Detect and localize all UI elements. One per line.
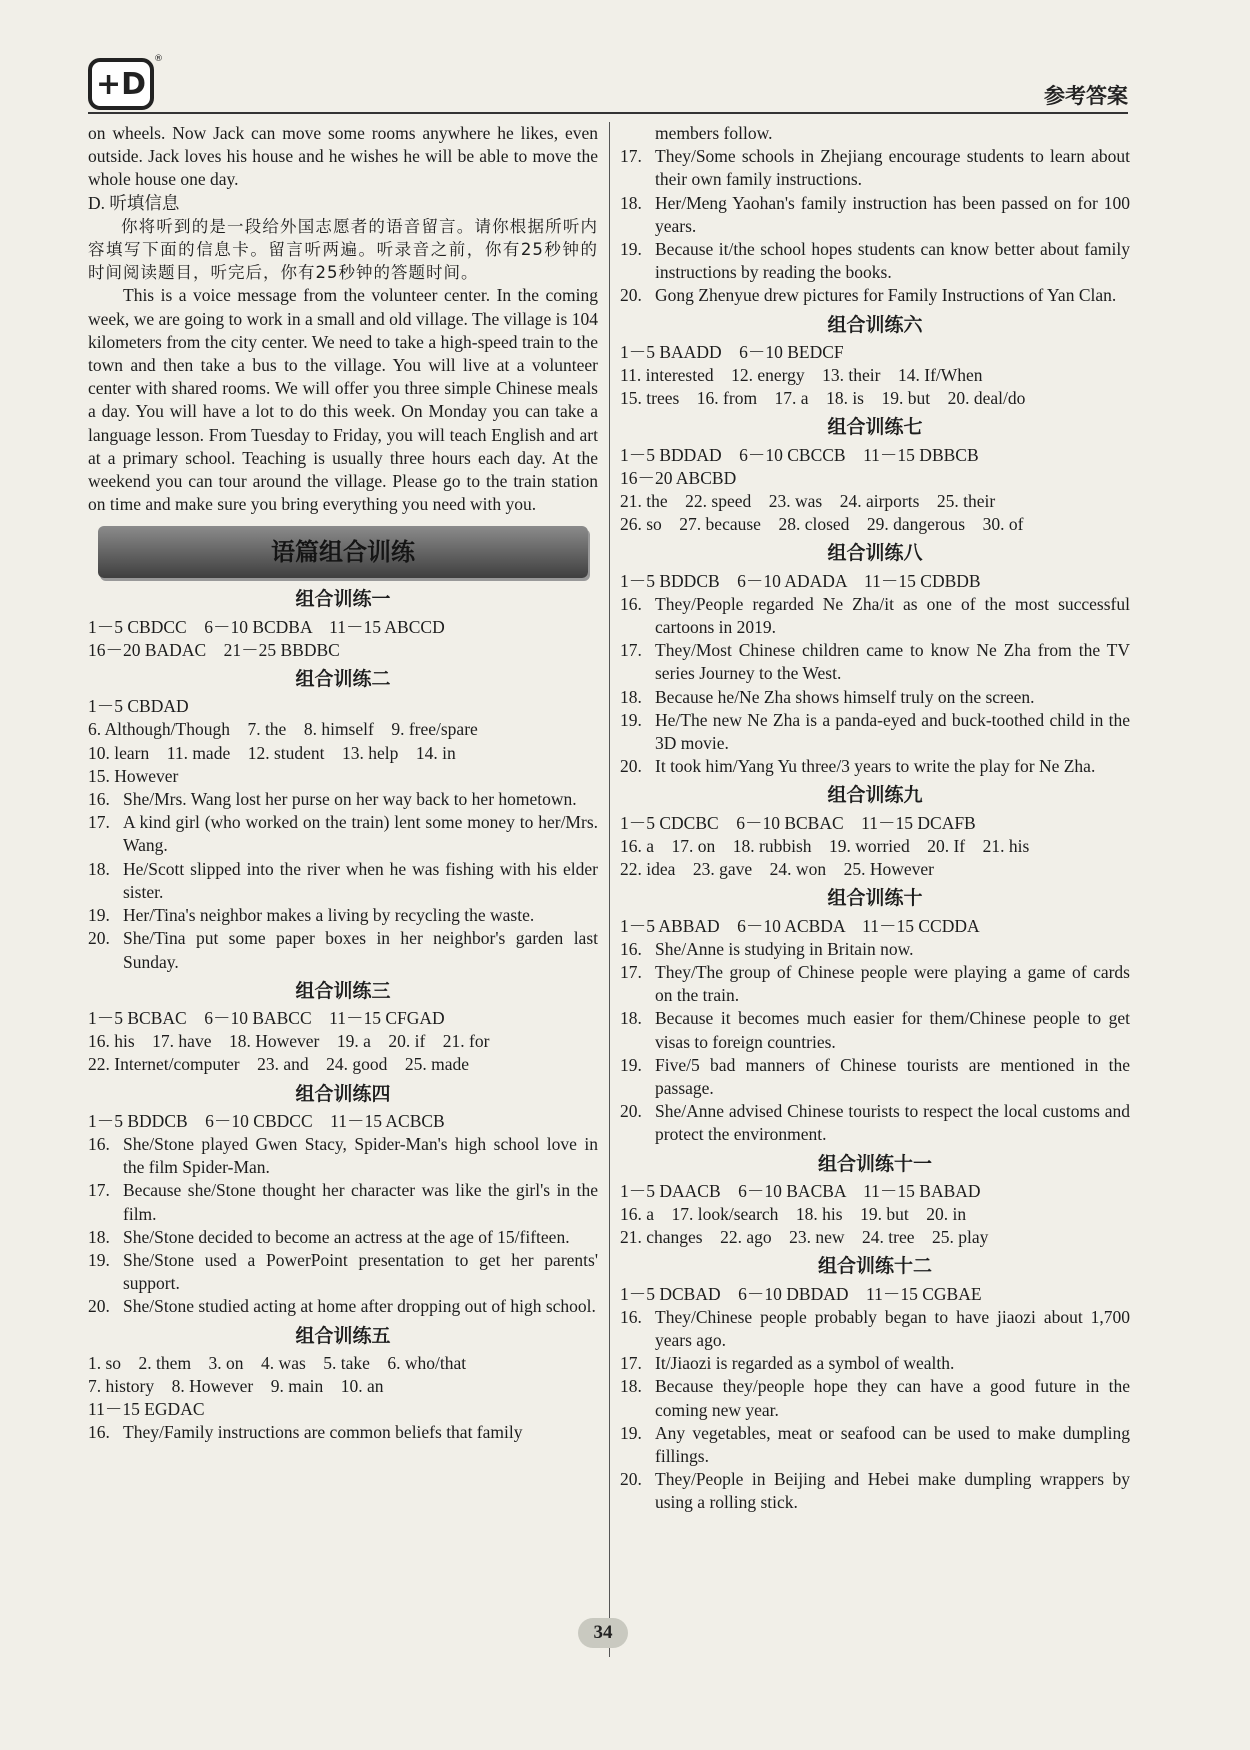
answer-item bbox=[620, 709, 1130, 755]
item-text: He/The new Ne Zha is a panda-eyed and buck-toothed child in the 3D movie. bbox=[655, 709, 1130, 754]
item-number: 20. bbox=[620, 756, 642, 777]
item-number: 18. bbox=[620, 1008, 642, 1029]
answer-item bbox=[620, 1007, 1130, 1053]
answer-line: 1－5 BDDCB 6－10 ADADA 11－15 CDBDB bbox=[620, 570, 981, 591]
section-title: 组合训练十 bbox=[827, 887, 923, 910]
item-number: 19. bbox=[620, 239, 642, 260]
item-number: 18. bbox=[620, 686, 642, 707]
answer-line: 11－15 EGDAC bbox=[88, 1399, 205, 1420]
answer-line: 22. Internet/computer 23. and 24. good 25. made bbox=[88, 1054, 470, 1075]
item-text: They/Family instructions are common beliefs that family bbox=[123, 1422, 523, 1443]
answer-item bbox=[620, 1352, 1130, 1375]
voice-message-passage: This is a voice message from the volunteer center. In the coming week, we are going to work in a small and old village. The village is 104 kilometers from the city center. We need to take a high-speed train to the town and then take a bus to the village. You will live at a volunteer center with shared rooms. We will offer you three simple Chinese meals a day. You will have a lot to do this week. On Monday you can take a language lesson. From Tuesday to Friday, you will teach English and art at a primary school. Teaching is usually three hours each day. At the weekend you can tour around the village. Please go to the train station on time and make sure you bring everything you need with you. bbox=[88, 285, 598, 515]
item-number: 20. bbox=[620, 285, 642, 306]
item-number: 16. bbox=[88, 1422, 110, 1443]
section-title: 组合训练八 bbox=[827, 542, 923, 565]
answer-item bbox=[620, 755, 1130, 778]
answer-item bbox=[88, 811, 598, 857]
item-text: She/Anne advised Chinese tourists to respect the local customs and protect the environment. bbox=[655, 1101, 1130, 1145]
answer-item bbox=[620, 145, 1130, 191]
answer-item bbox=[620, 1422, 1130, 1468]
answer-line: 1－5 ABBAD 6－10 ACBDA 11－15 CCDDA bbox=[620, 915, 980, 936]
answer-line: 21. changes 22. ago 23. new 24. tree 25. play bbox=[620, 1227, 989, 1248]
item-number: 19. bbox=[88, 1249, 110, 1270]
item-text: Her/Tina's neighbor makes a living by recycling the waste. bbox=[123, 905, 535, 926]
section-title: 组合训练十二 bbox=[817, 1255, 932, 1278]
answer-line: 1－5 BCBAC 6－10 BABCC 11－15 CFGAD bbox=[88, 1007, 445, 1028]
item-text: Gong Zhenyue drew pictures for Family Instructions of Yan Clan. bbox=[655, 285, 1117, 306]
section-title: 组合训练六 bbox=[827, 313, 923, 336]
answer-line: 22. idea 23. gave 24. won 25. However bbox=[620, 859, 934, 880]
answer-line: 16－20 BADAC 21－25 BBDBC bbox=[88, 639, 340, 660]
section-d-heading: D. 听填信息 bbox=[88, 192, 180, 213]
item-number: 20. bbox=[620, 1101, 642, 1122]
page-header-title: 参考答案 bbox=[1044, 84, 1128, 108]
answer-item bbox=[88, 904, 598, 927]
item-text: Her/Meng Yaohan's family instruction has been passed on for 100 years. bbox=[655, 192, 1130, 236]
item-number: 18. bbox=[88, 858, 110, 879]
item-text: Any vegetables, meat or seafood can be used to make dumpling fillings. bbox=[655, 1422, 1130, 1466]
answer-line: 16. a 17. look/search 18. his 19. but 20. in bbox=[620, 1203, 967, 1224]
item-text: It/Jiaozi is regarded as a symbol of wealth. bbox=[655, 1353, 955, 1374]
header-rule bbox=[88, 112, 1128, 114]
item-number: 18. bbox=[88, 1226, 110, 1247]
item-number: 17. bbox=[620, 146, 642, 167]
answer-line: 1－5 DCBAD 6－10 DBDAD 11－15 CGBAE bbox=[620, 1283, 982, 1304]
section-title: 组合训练五 bbox=[295, 1324, 391, 1347]
section-title: 组合训练十一 bbox=[817, 1152, 932, 1175]
section-title: 组合训练一 bbox=[295, 588, 391, 611]
item-number: 16. bbox=[620, 938, 642, 959]
item-text: They/The group of Chinese people were playing a game of cards on the train. bbox=[655, 961, 1130, 1006]
right-column bbox=[620, 122, 1130, 1515]
answer-line: 15. trees 16. from 17. a 18. is 19. but 20. deal/do bbox=[620, 388, 1026, 409]
section-title: 组合训练四 bbox=[295, 1082, 391, 1105]
answer-item bbox=[620, 938, 1130, 961]
answer-item bbox=[620, 1054, 1130, 1100]
item-number: 16. bbox=[88, 789, 110, 810]
page-number: 34 bbox=[578, 1618, 628, 1648]
answer-line: 1. so 2. them 3. on 4. was 5. take 6. who/that bbox=[88, 1352, 467, 1373]
item-number: 17. bbox=[88, 812, 110, 833]
item-number: 17. bbox=[88, 1180, 110, 1201]
answer-item bbox=[620, 192, 1130, 238]
answer-line: 1－5 CDCBC 6－10 BCBAC 11－15 DCAFB bbox=[620, 812, 976, 833]
item-number: 20. bbox=[88, 1296, 110, 1317]
answer-line: 1－5 BDDCB 6－10 CBDCC 11－15 ACBCB bbox=[88, 1110, 445, 1131]
answer-line: 1－5 DAACB 6－10 BACBA 11－15 BABAD bbox=[620, 1180, 981, 1201]
item-text: It took him/Yang Yu three/3 years to write the play for Ne Zha. bbox=[655, 756, 1096, 777]
item-number: 17. bbox=[620, 1353, 642, 1374]
item-number: 19. bbox=[88, 905, 110, 926]
item-text: Because she/Stone thought her character was like the girl's in the film. bbox=[123, 1180, 598, 1224]
answer-item bbox=[620, 1468, 1130, 1514]
item-text: They/Chinese people probably began to have jiaozi about 1,700 years ago. bbox=[655, 1306, 1130, 1350]
section-banner: 语篇组合训练 bbox=[98, 526, 588, 578]
answer-line: 21. the 22. speed 23. was 24. airports 25. their bbox=[620, 491, 996, 512]
answer-line: 1－5 BDDAD 6－10 CBCCB 11－15 DBBCB bbox=[620, 444, 979, 465]
answer-item bbox=[88, 927, 598, 973]
answer-item bbox=[620, 1375, 1130, 1421]
answer-item bbox=[620, 238, 1130, 284]
item-number: 18. bbox=[620, 192, 642, 213]
item-number: 19. bbox=[620, 709, 642, 730]
answer-item bbox=[620, 1100, 1130, 1146]
answer-item bbox=[620, 1306, 1130, 1352]
answer-item bbox=[620, 284, 1130, 307]
item-text: Because it becomes much easier for them/Chinese people to get visas to foreign countries. bbox=[655, 1008, 1130, 1052]
answer-line: 7. history 8. However 9. main 10. an bbox=[88, 1375, 384, 1396]
item-number: 16. bbox=[620, 593, 642, 614]
answer-line: 15. However bbox=[88, 765, 179, 786]
item-number: 18. bbox=[620, 1376, 642, 1397]
answer-line: 16. a 17. on 18. rubbish 19. worried 20. If 21. his bbox=[620, 835, 1030, 856]
item-number: 20. bbox=[620, 1469, 642, 1490]
answer-item bbox=[88, 1295, 598, 1318]
answer-item bbox=[88, 1133, 598, 1179]
answer-line: 6. Although/Though 7. the 8. himself 9. free/spare bbox=[88, 719, 478, 740]
answer-line: 10. learn 11. made 12. student 13. help 14. in bbox=[88, 742, 456, 763]
section-title: 组合训练三 bbox=[295, 979, 391, 1002]
item-text: A kind girl (who worked on the train) lent some money to her/Mrs. Wang. bbox=[123, 812, 598, 856]
column-divider bbox=[609, 122, 610, 1657]
item-number: 20. bbox=[88, 928, 110, 949]
item-text: He/Scott slipped into the river when he was fishing with his elder sister. bbox=[123, 858, 598, 902]
item-text: Five/5 bad manners of Chinese tourists are mentioned in the passage. bbox=[655, 1054, 1130, 1098]
item-text: She/Anne is studying in Britain now. bbox=[655, 938, 914, 959]
registered-mark: ® bbox=[154, 54, 163, 64]
item-text: They/Most Chinese children came to know Ne Zha from the TV series Journey to the West. bbox=[655, 640, 1130, 684]
item-text: Because they/people hope they can have a good future in the coming new year. bbox=[655, 1376, 1130, 1420]
answer-item bbox=[620, 961, 1130, 1007]
answer-item bbox=[88, 858, 598, 904]
answer-item bbox=[88, 1226, 598, 1249]
item-text: She/Stone played Gwen Stacy, Spider-Man's high school love in the film Spider-Man. bbox=[123, 1133, 598, 1178]
item-text: members follow. bbox=[655, 123, 773, 143]
item-number: 16. bbox=[88, 1133, 110, 1154]
answer-line: 1－5 BAADD 6－10 BEDCF bbox=[620, 341, 844, 362]
left-column bbox=[88, 122, 598, 1445]
answer-item bbox=[88, 1179, 598, 1225]
section-title: 组合训练九 bbox=[827, 784, 923, 807]
answer-line: 1－5 CBDAD bbox=[88, 696, 189, 717]
item-text: They/Some schools in Zhejiang encourage students to learn about their own family instructions. bbox=[655, 146, 1130, 190]
item-number: 19. bbox=[620, 1422, 642, 1443]
item-number: 16. bbox=[620, 1306, 642, 1327]
item-number: 17. bbox=[620, 640, 642, 661]
item-text: She/Stone studied acting at home after dropping out of high school. bbox=[123, 1296, 596, 1317]
passage-continuation: on wheels. Now Jack can move some rooms anywhere he likes, even outside. Jack loves his house and he wishes he will be able to move the whole house one day. bbox=[88, 123, 598, 190]
answer-line: 11. interested 12. energy 13. their 14. If/When bbox=[620, 365, 983, 386]
item-text: Because he/Ne Zha shows himself truly on the screen. bbox=[655, 686, 1035, 707]
item-text: She/Tina put some paper boxes in her neighbor's garden last Sunday. bbox=[123, 928, 598, 972]
answer-item bbox=[620, 639, 1130, 685]
answer-item bbox=[620, 686, 1130, 709]
item-number: 19. bbox=[620, 1054, 642, 1075]
answer-line: 16－20 ABCBD bbox=[620, 467, 737, 488]
logo-text: +D bbox=[95, 66, 147, 102]
item-text: They/People regarded Ne Zha/it as one of the most successful cartoons in 2019. bbox=[655, 593, 1130, 638]
answer-line: 26. so 27. because 28. closed 29. dangerous 30. of bbox=[620, 514, 1024, 535]
answer-line: 16. his 17. have 18. However 19. a 20. if 21. for bbox=[88, 1031, 490, 1052]
item-text: Because it/the school hopes students can know better about family instructions by reading the books. bbox=[655, 239, 1130, 283]
answer-line: 1－5 CBDCC 6－10 BCDBA 11－15 ABCCD bbox=[88, 616, 445, 637]
item-text: She/Mrs. Wang lost her purse on her way back to her hometown. bbox=[123, 789, 577, 810]
item-text: She/Stone decided to become an actress at the age of 15/fifteen. bbox=[123, 1226, 570, 1247]
answer-item bbox=[88, 788, 598, 811]
answer-item bbox=[88, 1421, 598, 1444]
item-number: 17. bbox=[620, 961, 642, 982]
publisher-logo bbox=[88, 54, 163, 110]
listening-instructions: 你将听到的是一段给外国志愿者的语音留言。请你根据所听内容填写下面的信息卡。留言听两遍。听录音之前，你有25秒钟的时间阅读题目，听完后，你有25秒钟的答题时间。 bbox=[88, 216, 598, 283]
section-title: 组合训练七 bbox=[827, 416, 923, 439]
answer-item bbox=[620, 593, 1130, 639]
answer-item-continuation bbox=[620, 122, 1130, 145]
item-text: She/Stone used a PowerPoint presentation to get her parents' support. bbox=[123, 1249, 598, 1294]
item-text: They/People in Beijing and Hebei make dumpling wrappers by using a rolling stick. bbox=[655, 1469, 1130, 1513]
section-title: 组合训练二 bbox=[295, 668, 391, 691]
answer-item bbox=[88, 1249, 598, 1295]
